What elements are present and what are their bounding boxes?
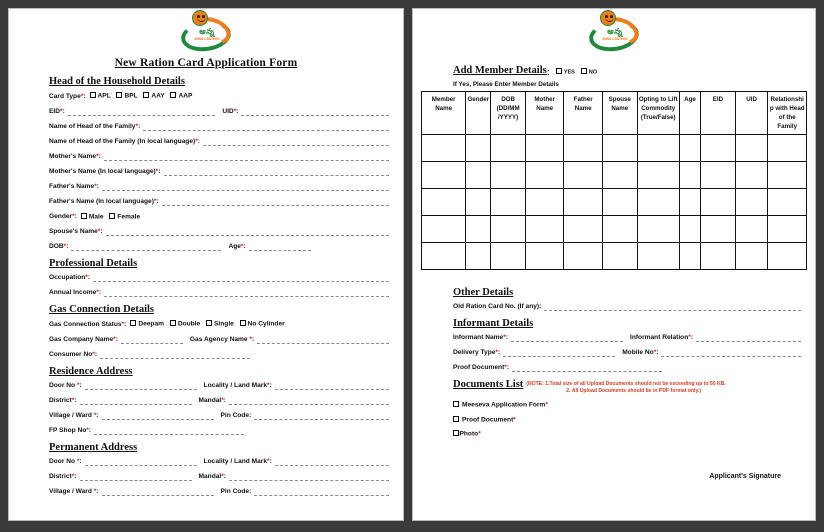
field-label-mobile-no: Mobile No — [622, 349, 654, 356]
field-label: Gas Connection Status — [49, 320, 122, 328]
input-res-mandal[interactable] — [229, 398, 389, 405]
checkbox-add-member-no[interactable] — [581, 68, 587, 74]
add-member-subtitle: If Yes, Please Enter Member Details — [453, 81, 559, 88]
field-res-door-locality: Door No *: Locality / Land Mark*: — [49, 382, 389, 390]
cell[interactable] — [422, 135, 466, 162]
field-label-delivery-type: Delivery Type — [453, 349, 496, 356]
cell[interactable] — [602, 216, 637, 243]
field-label: Name of Head of the Family (In local language) — [49, 137, 196, 145]
input-mother-name[interactable] — [104, 154, 389, 161]
field-label-dob: DOB — [49, 243, 64, 250]
cell[interactable] — [637, 189, 679, 216]
emblem-smile — [197, 17, 206, 22]
checkbox-photo[interactable] — [453, 430, 459, 436]
field-spouse-name: Spouse's Name*: — [49, 228, 389, 236]
input-res-village[interactable] — [102, 413, 214, 420]
field-proof-document: Proof Document*: — [453, 364, 801, 372]
col-dob: DOB (DD/MM /YYYY) — [491, 92, 526, 135]
field-dob-age: DOB*: Age*: — [49, 243, 389, 251]
cell[interactable] — [422, 189, 466, 216]
cell[interactable] — [564, 189, 603, 216]
cell[interactable] — [466, 243, 491, 270]
field-label-uid: UID — [222, 107, 234, 115]
field-perm-door-locality: Door No *: Locality / Land Mark*: — [49, 458, 389, 466]
input-perm-door-no[interactable] — [85, 459, 197, 466]
cell[interactable] — [491, 162, 526, 189]
cell[interactable] — [525, 162, 564, 189]
cell[interactable] — [679, 243, 700, 270]
table-row[interactable] — [422, 243, 807, 270]
cell[interactable] — [466, 135, 491, 162]
field-gas-company-agency: Gas Company Name*: Gas Agency Name *: — [49, 336, 389, 344]
section-heading-informant-details: Informant Details — [453, 318, 534, 329]
checkbox-aap[interactable] — [170, 92, 176, 98]
input-father-name[interactable] — [102, 184, 389, 191]
input-mother-name-local[interactable] — [164, 169, 389, 176]
label-aay: AAY — [151, 92, 165, 100]
col-mother-name: Mother Name — [525, 92, 564, 135]
field-label-mandal: Mandal — [198, 472, 222, 480]
cell[interactable] — [564, 243, 603, 270]
table-row[interactable] — [422, 189, 807, 216]
checkbox-deepam[interactable] — [130, 320, 136, 326]
cell[interactable] — [564, 162, 603, 189]
col-gender: Gender — [466, 92, 491, 135]
checkbox-apl[interactable] — [90, 92, 96, 98]
col-father-name: Father Name — [564, 92, 603, 135]
field-label-village: Village / Ward — [49, 487, 94, 495]
field-label: Old Ration Card No. (If any): — [453, 303, 542, 310]
card-type-options — [86, 92, 193, 101]
input-head-name-local[interactable] — [203, 139, 389, 146]
cell[interactable] — [701, 135, 736, 162]
cell[interactable] — [525, 243, 564, 270]
cell[interactable] — [735, 135, 768, 162]
field-label: Spouse's Name — [49, 228, 98, 235]
cell[interactable] — [735, 243, 768, 270]
emblem-glyph-text: అన్న — [199, 27, 215, 36]
input-res-door-no[interactable] — [85, 383, 197, 390]
field-label-pin-code: Pin Code: — [220, 487, 252, 495]
col-age: Age — [679, 92, 700, 135]
cell[interactable] — [491, 135, 526, 162]
cell[interactable] — [701, 216, 736, 243]
field-label-informant-name: Informant Name — [453, 334, 504, 341]
cell[interactable] — [679, 216, 700, 243]
col-member-name: Member Name — [422, 92, 466, 135]
doc-label: Meeseva Application Form — [462, 401, 546, 409]
documents-list-note — [526, 379, 725, 395]
field-label: Father's Name — [49, 182, 95, 190]
checkbox-add-member-yes[interactable] — [556, 68, 562, 74]
section-heading-documents-list: Documents List — [453, 379, 524, 390]
label-bpl: BPL — [124, 92, 138, 100]
cell[interactable] — [466, 189, 491, 216]
section-heading-professional: Professional Details — [49, 258, 138, 269]
input-age[interactable] — [249, 244, 311, 251]
cell[interactable] — [679, 162, 700, 189]
input-head-name[interactable] — [143, 124, 389, 131]
cell[interactable] — [679, 135, 700, 162]
right-page-body — [413, 53, 815, 88]
field-label: Mother's Name (In local language) — [49, 167, 156, 175]
cell[interactable] — [525, 216, 564, 243]
page-right — [412, 8, 816, 521]
input-consumer-no[interactable] — [100, 352, 250, 359]
section-heading-permanent: Permanent Address — [49, 441, 138, 453]
cell[interactable] — [422, 243, 466, 270]
label-double: Double — [177, 320, 201, 328]
member-table-body — [422, 135, 807, 270]
field-label-locality: Locality / Land Mark — [203, 381, 268, 389]
field-eid-uid: EID*: UID*: — [49, 108, 389, 116]
field-label-district: District — [49, 396, 72, 404]
field-label: Consumer No — [49, 350, 93, 358]
section-heading-other-details: Other Details — [453, 287, 514, 298]
cell[interactable] — [768, 243, 807, 270]
cell[interactable] — [701, 162, 736, 189]
cell[interactable] — [564, 135, 603, 162]
cell[interactable] — [491, 189, 526, 216]
field-label-informant-relation: Informant Relation — [629, 334, 689, 341]
section-heading-gas: Gas Connection Details — [49, 304, 154, 315]
label-deepam: Deepam — [138, 320, 164, 328]
field-label: Card Type*: — [49, 92, 86, 100]
add-member-heading-row: Add Member Details : YES NO — [453, 65, 598, 77]
emblem-smile — [605, 17, 614, 22]
note-line-1: (NOTE: 1.Total size of all Upload Documents should not be exceeding up to 50 KB. — [526, 381, 726, 387]
field-father-name-local: Father's Name (In local language)*: — [49, 198, 389, 206]
field-label: Father's Name (In local language) — [49, 197, 154, 205]
documents-list-header — [453, 379, 801, 395]
field-informant-name-relation: Informant Name*: Informant Relation*: — [453, 334, 801, 342]
field-gas-status: Gas Connection Status*: Deepam Double Single No Cylinder — [49, 320, 285, 328]
field-label-gas-agency: Gas Agency Name — [189, 335, 250, 343]
field-label: Occupation — [49, 274, 86, 281]
field-label-age: Age — [228, 243, 241, 250]
section-heading-add-member: Add Member Details — [453, 65, 547, 76]
input-proof-document[interactable] — [512, 365, 662, 372]
field-perm-village-pin: Village / Ward *: Pin Code: — [49, 488, 389, 496]
checkbox-female[interactable] — [109, 213, 115, 219]
checkbox-aay[interactable] — [143, 92, 149, 98]
section-heading-residence: Residence Address — [49, 365, 133, 377]
label-apl: APL — [97, 92, 111, 100]
field-mother-name: Mother's Name*: — [49, 153, 389, 161]
ration-card-emblem-icon-2 — [587, 9, 641, 53]
cell[interactable] — [466, 162, 491, 189]
section-heading-household: Head of the Household Details — [49, 76, 185, 87]
note-line-2: 2. All Upload Documents should be in PDF format only.) — [566, 388, 702, 394]
input-eid[interactable] — [68, 109, 216, 116]
input-perm-pin-code[interactable] — [254, 489, 389, 496]
input-perm-mandal[interactable] — [229, 474, 389, 481]
field-occupation: Occupation*: — [49, 274, 389, 282]
page-title: New Ration Card Application Form — [114, 57, 298, 69]
input-delivery-type[interactable] — [503, 350, 615, 357]
field-label-mandal: Mandal — [198, 396, 222, 404]
cell[interactable] — [466, 216, 491, 243]
cell[interactable] — [735, 216, 768, 243]
doc-label: Proof Document — [462, 416, 514, 423]
doc-item-meeseva-form: Meeseva Application Form* — [453, 401, 801, 410]
input-perm-district[interactable] — [80, 474, 192, 481]
table-header-row — [422, 92, 807, 135]
label-aap: AAP — [178, 92, 193, 100]
field-label-village: Village / Ward — [49, 411, 94, 419]
field-res-district-mandal: District*: Mandal*: — [49, 397, 389, 405]
field-card-type — [49, 92, 389, 101]
emblem-smiley-icon — [600, 10, 616, 26]
cell[interactable] — [637, 216, 679, 243]
checkbox-bpl[interactable] — [116, 92, 122, 98]
cell[interactable] — [637, 135, 679, 162]
input-dob[interactable] — [71, 244, 221, 251]
cell[interactable] — [602, 189, 637, 216]
label-no: NO — [588, 69, 598, 75]
field-label-door-no: Door No — [49, 457, 77, 465]
input-mobile-no[interactable] — [661, 350, 801, 357]
field-label-door-no: Door No — [49, 381, 77, 389]
right-page-lower — [413, 270, 815, 480]
doc-label: Photo — [459, 430, 479, 438]
gender-options — [77, 213, 140, 222]
field-label: FP Shop No — [49, 426, 87, 434]
input-perm-village[interactable] — [102, 489, 214, 496]
cell[interactable] — [602, 162, 637, 189]
doc-item-photo: Photo* — [453, 430, 801, 439]
cell[interactable] — [422, 162, 466, 189]
cell[interactable] — [564, 216, 603, 243]
cell[interactable] — [602, 135, 637, 162]
col-relationship: Relationship with Head of the Family — [768, 92, 807, 135]
field-old-ration-card-no — [453, 303, 801, 311]
field-delivery-type-mobile: Delivery Type*: Mobile No*: — [453, 349, 801, 357]
cell[interactable] — [768, 189, 807, 216]
input-annual-income[interactable] — [104, 290, 389, 297]
checkbox-male[interactable] — [81, 213, 87, 219]
cell[interactable] — [768, 216, 807, 243]
field-label-eid: EID — [49, 107, 60, 115]
field-consumer-no: Consumer No*: — [49, 351, 389, 359]
member-details-table — [421, 91, 807, 270]
field-head-name: Name of Head of the Family*: — [49, 123, 389, 131]
field-label-pin-code: Pin Code: — [220, 411, 252, 419]
cell[interactable] — [701, 189, 736, 216]
ration-card-emblem-icon — [179, 9, 233, 53]
page-left — [8, 8, 404, 521]
cell[interactable] — [491, 243, 526, 270]
cell[interactable] — [735, 162, 768, 189]
input-uid[interactable] — [241, 109, 389, 116]
emblem-glyph-text: అన్న — [607, 27, 623, 36]
table-row[interactable] — [422, 216, 807, 243]
input-gas-agency[interactable] — [257, 337, 389, 344]
label-single: Single — [214, 320, 234, 328]
field-gender: Gender*: Male Female — [49, 213, 141, 220]
field-label: Name of Head of the Family — [49, 122, 136, 130]
input-informant-name[interactable] — [511, 335, 623, 342]
add-member-options — [552, 68, 597, 77]
cell[interactable] — [525, 135, 564, 162]
input-old-ration-card-no[interactable] — [544, 304, 801, 311]
cell[interactable] — [701, 243, 736, 270]
input-father-name-local[interactable] — [162, 199, 389, 206]
left-page-body — [9, 76, 403, 496]
input-informant-relation[interactable] — [696, 335, 801, 342]
input-spouse-name[interactable] — [106, 229, 389, 236]
label-female: Female — [117, 213, 141, 220]
doc-item-proof-document: Proof Document* — [453, 416, 801, 425]
col-uid: UID — [735, 92, 768, 135]
field-head-name-local: Name of Head of the Family (In local language)*: — [49, 138, 389, 146]
input-res-district[interactable] — [80, 398, 192, 405]
input-fp-shop-no[interactable] — [94, 428, 244, 435]
field-label: Gender — [49, 213, 73, 220]
table-row[interactable] — [422, 135, 807, 162]
field-perm-district-mandal: District*: Mandal*: — [49, 473, 389, 481]
emblem-subtext: ANNA CANTEEN — [194, 37, 220, 41]
field-label: Mother's Name — [49, 152, 97, 160]
emblem-smiley-icon — [192, 10, 208, 26]
label-no-cylinder: No Cylinder — [247, 320, 285, 328]
cell[interactable] — [602, 243, 637, 270]
cell[interactable] — [679, 189, 700, 216]
col-spouse-name: Spouse Name — [602, 92, 637, 135]
field-label: Annual Income — [49, 289, 97, 296]
table-row[interactable] — [422, 162, 807, 189]
input-res-locality[interactable] — [275, 383, 389, 390]
field-father-name: Father's Name*: — [49, 183, 389, 191]
field-label-gas-company: Gas Company Name — [49, 335, 114, 343]
label-male: Male — [88, 213, 104, 220]
cell[interactable] — [491, 216, 526, 243]
checkbox-meeseva-application-form[interactable] — [453, 401, 459, 407]
member-table-wrapper — [413, 91, 815, 270]
field-mother-name-local: Mother's Name (In local language)*: — [49, 168, 389, 176]
cell[interactable] — [525, 189, 564, 216]
cell[interactable] — [735, 189, 768, 216]
cell[interactable] — [768, 162, 807, 189]
col-eid: EID — [701, 92, 736, 135]
input-gas-company[interactable] — [121, 337, 183, 344]
cell[interactable] — [637, 162, 679, 189]
input-res-pin-code[interactable] — [254, 413, 389, 420]
emblem-subtext: ANNA CANTEEN — [602, 37, 628, 41]
cell[interactable] — [768, 135, 807, 162]
checkbox-double[interactable] — [170, 320, 176, 326]
field-annual-income: Annual Income*: — [49, 289, 389, 297]
gas-status-options — [126, 320, 284, 329]
applicant-signature-label: Applicant's Signature — [709, 472, 781, 480]
field-label-district: District — [49, 472, 72, 480]
field-label: Proof Document — [453, 364, 505, 371]
cell[interactable] — [637, 243, 679, 270]
field-res-village-pin: Village / Ward *: Pin Code: — [49, 412, 389, 420]
checkbox-single[interactable] — [206, 320, 212, 326]
checkbox-no-cylinder[interactable] — [240, 320, 246, 326]
cell[interactable] — [422, 216, 466, 243]
input-perm-locality[interactable] — [275, 459, 389, 466]
checkbox-proof-document[interactable] — [453, 416, 459, 422]
field-label-locality: Locality / Land Mark — [203, 457, 268, 465]
label-yes: YES — [563, 69, 575, 75]
field-fp-shop-no: FP Shop No*: — [49, 427, 389, 435]
input-occupation[interactable] — [93, 275, 389, 282]
col-opting-lift-commodity: Opting to Lift Commodity (True/False) — [637, 92, 679, 135]
